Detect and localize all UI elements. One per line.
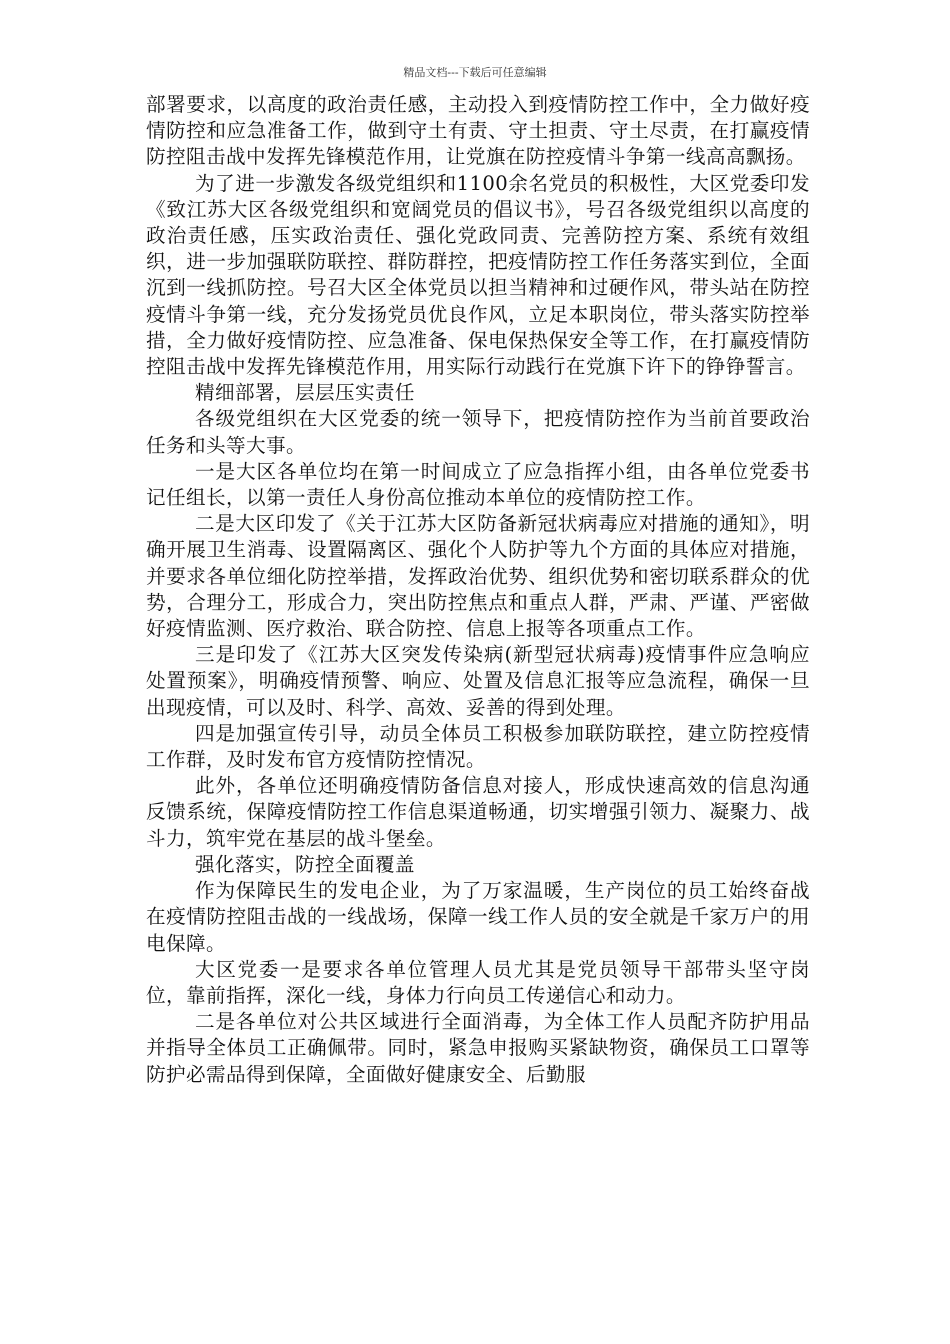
paragraph: 大区党委一是要求各单位管理人员尤其是党员领导干部带头坚守岗位，靠前指挥，深化一线，身体力行向员工传递信心和动力。 [146,957,810,1007]
paragraph: 一是大区各单位均在第一时间成立了应急指挥小组，由各单位党委书记任组长，以第一责任人身份高位推动本单位的疫情防控工作。 [146,459,810,510]
paragraph: 二是各单位对公共区域进行全面消毒，为全体工作人员配齐防护用品并指导全体员工正确佩带。同时，紧急申报购买紧缺物资，确保员工口罩等防护必需品得到保障，全面做好健康安全、后勤服 [146,1010,810,1086]
section-heading: 精细部署，层层压实责任 [195,381,415,405]
paragraph: 二是大区印发了《关于江苏大区防备新冠状病毒应对措施的通知》，明确开展卫生消毒、设置隔离区、强化个人防护等九个方面的具体应对措施，并要求各单位细化防控举措，发挥政治优势、组织优势和密切联系群众的优势，合理分工，形成合力，突出防控焦点和重点人群，严肃、严谨、严密做好疫情监测、医疗救治、联合防控、信息上报等各项重点工作。 [146,512,810,641]
paragraph: 作为保障民生的发电企业，为了万家温暖，生产岗位的员工始终奋战在疫情防控阻击战的一线战场，保障一线工作人员的安全就是千家万户的用电保障。 [146,879,810,955]
paragraph: 各级党组织在大区党委的统一领导下，把疫情防控作为当前首要政治任务和头等大事。 [146,407,810,457]
section-heading: 强化落实，防控全面覆盖 [195,852,415,876]
paragraph: 此外，各单位还明确疫情防备信息对接人，形成快速高效的信息沟通反馈系统，保障疫情防控工作信息渠道畅通，切实增强引领力、凝聚力、战斗力，筑牢党在基层的战斗堡垒。 [146,774,810,850]
document-body [146,92,810,1088]
paragraph: 部署要求，以高度的政治责任感，主动投入到疫情防控工作中，全力做好疫情防控和应急准备工作，做到守土有责、守土担责、守土尽责，在打赢疫情防控阻击战中发挥先锋模范作用，让党旗在防控疫情斗争第一线高高飘扬。 [146,93,810,169]
paragraph: 四是加强宣传引导，动员全体员工积极参加联防联控，建立防控疫情工作群，及时发布官方疫情防控情况。 [146,721,810,772]
paragraph: 三是印发了《江苏大区突发传染病(新型冠状病毒)疫情事件应急响应处置预案》，明确疫情预警、响应、处置及信息汇报等应急流程，确保一旦出现疫情，可以及时、科学、高效、妥善的得到处理。 [146,643,810,719]
paragraph: 为了进一步激发各级党组织和1100余名党员的积极性，大区党委印发《致江苏大区各级党组织和宽阔党员的倡议书》，号召各级党组织以高度的政治责任感，压实政治责任、强化党政同责、完善防控方案、系统有效组织，进一步加强联防联控、群防群控，把疫情防控工作任务落实到位，全面沉到一线抓防控。号召大区全体党员以担当精神和过硬作风，带头站在防控疫情斗争第一线，充分发扬党员优良作风，立足本职岗位，带头落实防控举措，全力做好疫情防控、应急准备、保电保热保安全等工作，在打赢疫情防控阻击战中发挥先锋模范作用，用实际行动践行在党旗下许下的铮铮誓言。 [146,171,810,379]
page-header: 精品文档---下载后可任意编辑 [403,66,547,79]
